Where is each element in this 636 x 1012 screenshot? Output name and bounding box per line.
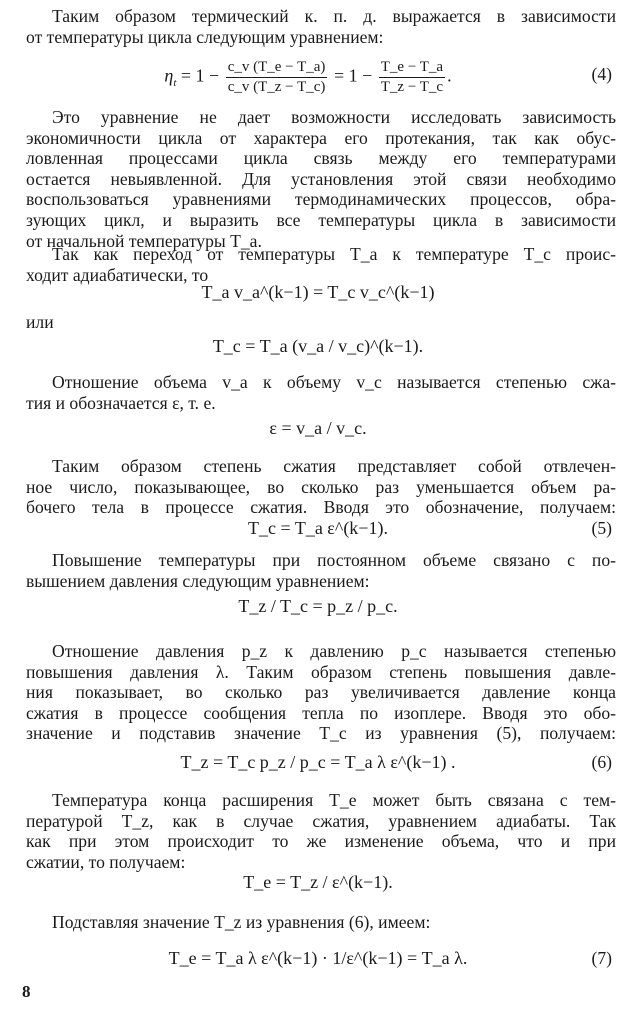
- paragraph-5-line-2: ное число, показывающее, во сколько раз уменьшается объем ра-: [26, 476, 616, 497]
- paragraph-3-line-1: Так как переход от температуры T_a к температуре T_c проис-: [52, 244, 616, 264]
- paragraph-1-line-1: Таким образом термический к. п. д. выражается в зависимости: [52, 6, 616, 26]
- equation-6-number: (6): [591, 752, 612, 772]
- paragraph-2-line-1: Это уравнение не дает возможности исследовать зависимость: [52, 107, 616, 127]
- paragraph-2-line-6: зующих цикл, и выразить все температуры цикла в зависимости: [26, 209, 616, 230]
- equation-4-number: (4): [591, 64, 612, 84]
- paragraph-6-line-1: Повышение температуры при постоянном объеме связано с по-: [52, 550, 616, 570]
- equation-5-number: (5): [591, 518, 612, 538]
- eta-subscript: t: [173, 77, 177, 90]
- paragraph-7-line-1: Отношение давления p_z к давлению p_c называется степенью: [52, 641, 616, 661]
- eq4-fraction-1-numerator: c_v (T_e − T_a): [226, 58, 328, 78]
- paragraph-9: [26, 912, 616, 933]
- paragraph-6-line-2: вышением давления следующим уравнением:: [26, 570, 370, 591]
- paragraph-8-line-2: пературой T_z, как в случае сжатия, уравнением адиабаты. Так: [26, 810, 616, 831]
- paragraph-6: [26, 550, 616, 591]
- paragraph-7: [26, 641, 616, 744]
- paragraph-9-line-1: Подставляя значение T_z из уравнения (6), имеем:: [52, 912, 431, 932]
- paragraph-7-line-4: сжатия в процессе сообщения тепла по изоплере. Вводя это обо-: [26, 702, 616, 723]
- paragraph-5-line-3: бочего тела в процессе сжатия. Вводя это обозначение, получаем:: [26, 497, 616, 518]
- paragraph-2-line-5: воспользоваться уравнениями термодинамических процессов, обра-: [26, 189, 616, 210]
- paragraph-2: [26, 107, 616, 251]
- page-number: 8: [22, 982, 31, 1001]
- paragraph-1-line-2: от температуры цикла следующим уравнением:: [26, 26, 384, 47]
- equation-5: T_c = T_a ε^(k−1).: [248, 518, 388, 538]
- paragraph-4: [26, 372, 616, 413]
- paragraph-8-line-1: Температура конца расширения T_e может быть связана с тем-: [52, 790, 616, 810]
- eq4-fraction-2-numerator: T_e − T_a: [379, 58, 445, 78]
- paragraph-2-line-2: экономичности цикла от характера его протекания, так как обус-: [26, 127, 616, 148]
- paragraph-8-line-3: как при этом происходит то же изменение объема, что и при: [26, 831, 616, 852]
- eq4-lhs: = 1 −: [176, 65, 224, 86]
- eq4-fraction-1-denominator: c_v (T_z − T_c): [227, 79, 326, 95]
- equation-7-number: (7): [591, 948, 612, 968]
- paragraph-3-line-2: ходит адиабатически, то: [26, 264, 209, 285]
- eq4-fraction-2-denominator: T_z − T_c: [380, 79, 444, 95]
- paragraph-7-line-3: ния показывает, во сколько раз увеличивается давление конца: [26, 682, 616, 703]
- equation-4: [0, 58, 626, 97]
- paragraph-5: [26, 456, 616, 518]
- equation-adiabat: T_a v_a^(k−1) = T_c v_c^(k−1): [201, 282, 435, 302]
- paragraph-2-line-4: остается невыявленной. Для установления этой связи необходимо: [26, 168, 616, 189]
- equation-pressure: T_z / T_c = p_z / p_c.: [238, 596, 398, 616]
- paragraph-3: [26, 244, 616, 285]
- paragraph-4-line-2: тия и обозначается ε, т. е.: [26, 392, 216, 413]
- eq4-fraction-2: [379, 58, 445, 97]
- eta-symbol: η: [164, 65, 174, 86]
- label-ili: или: [26, 312, 54, 332]
- eq4-end: .: [447, 65, 452, 86]
- equation-7: T_e = T_a λ ε^(k−1) · 1/ε^(k−1) = T_a λ.: [168, 948, 468, 968]
- equation-6: T_z = T_c p_z / p_c = T_a λ ε^(k−1) .: [180, 752, 456, 772]
- paragraph-5-line-1: Таким образом степень сжатия представляет собой отвлечен-: [52, 456, 616, 476]
- equation-te: T_e = T_z / ε^(k−1).: [243, 872, 393, 892]
- paragraph-1: [26, 6, 616, 47]
- paragraph-4-line-1: Отношение объема v_a к объему v_c называется степенью сжа-: [52, 372, 616, 392]
- equation-tc: T_c = T_a (v_a / v_c)^(k−1).: [212, 336, 424, 356]
- eq4-middle: = 1 −: [329, 65, 377, 86]
- equation-epsilon: ε = v_a / v_c.: [269, 418, 367, 438]
- paragraph-8-line-4: сжатии, то получаем:: [26, 851, 186, 872]
- paragraph-2-line-7: от начальной температуры T_a.: [26, 230, 262, 251]
- paragraph-2-line-3: ловленная процессами цикла связь между его температурами: [26, 148, 616, 169]
- paragraph-7-line-5: значение и подставив значение T_c из уравнения (5), получаем:: [26, 723, 616, 744]
- paragraph-8: [26, 790, 616, 872]
- paragraph-7-line-2: повышения давления λ. Таким образом степень повышения давле-: [26, 661, 616, 682]
- eq4-fraction-1: [226, 58, 328, 97]
